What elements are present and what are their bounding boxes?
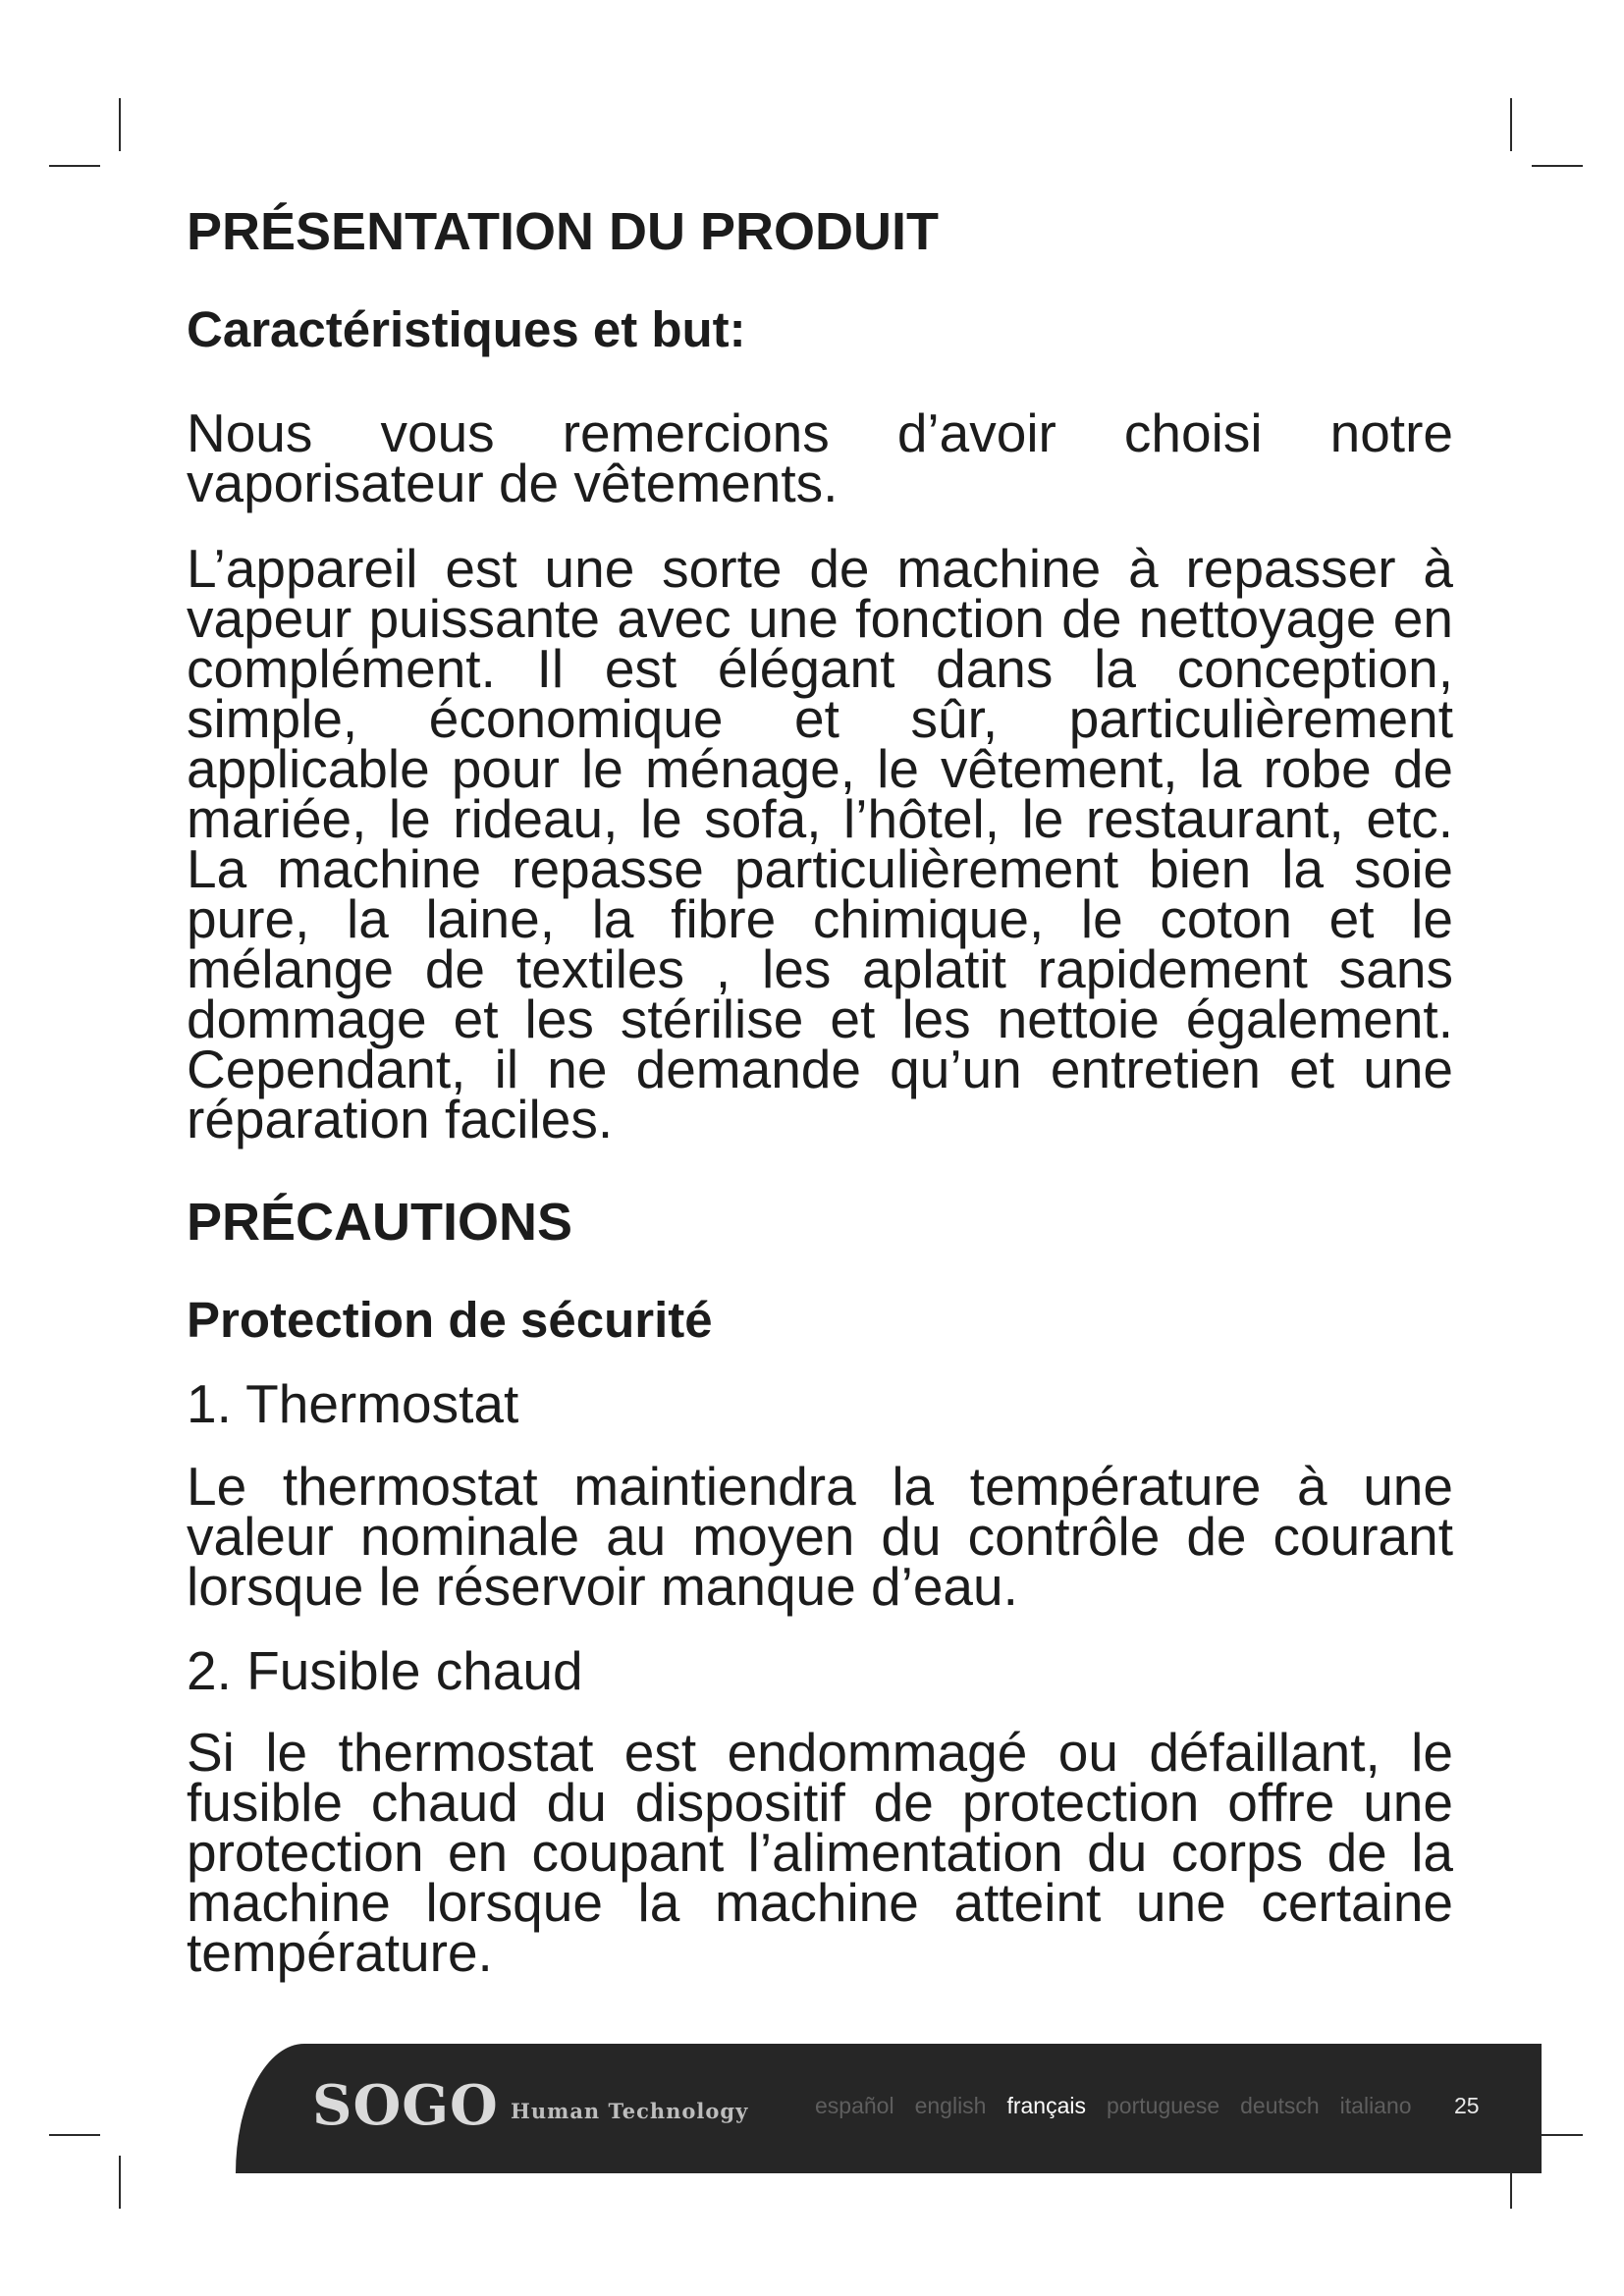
crop-mark	[1510, 98, 1512, 151]
footer-bar	[236, 2044, 1542, 2173]
crop-mark	[119, 98, 121, 151]
item-1-title: 1. Thermostat	[187, 1373, 519, 1435]
precautions-title: PRÉCAUTIONS	[187, 1192, 573, 1252]
intro-paragraph: Nous vous remercions d’avoir choisi notre vaporisateur de vêtements.	[187, 401, 1453, 513]
safety-heading: Protection de sécurité	[187, 1291, 713, 1348]
page-number: 25	[1454, 2093, 1480, 2118]
features-heading: Caractéristiques et but:	[187, 301, 746, 358]
item-2-title: 2. Fusible chaud	[187, 1639, 583, 1701]
language-list	[815, 2093, 1412, 2119]
page-title: PRÉSENTATION DU PRODUIT	[187, 202, 940, 261]
crop-mark	[49, 165, 100, 167]
crop-mark	[119, 2156, 121, 2209]
description-paragraph: L’appareil est une sorte de machine à repasser à vapeur puissante avec une fonction de nettoyage en complément. Il est élégant dans la conception, simple, économique et sûr, particulièrement applicable pour le ménage, le vêtement, la robe de mariée, le rideau, le sofa, l’hôtel, le restaurant, etc. La machine repasse particulièrement bien la soie pure, la laine, la fibre chimique, le coton et le mélange de textiles , les aplatit rapidement sans dommage et les stérilise et les nettoie également. Cependant, il ne demande qu’un entretien et une réparation faciles.	[187, 537, 1453, 1149]
language-item: deutsch	[1240, 2093, 1320, 2118]
language-item: español	[815, 2093, 894, 2118]
language-item: italiano	[1339, 2093, 1412, 2118]
page-content	[187, 201, 1453, 1984]
brand-tagline: Human Technology	[511, 2099, 749, 2123]
language-item: portuguese	[1107, 2093, 1220, 2118]
crop-mark	[49, 2134, 100, 2136]
brand-logo: SOGO	[312, 2073, 499, 2138]
crop-mark	[1532, 165, 1583, 167]
item-2-text: Si le thermostat est endommagé ou défaillant, le fusible chaud du dispositif de protection offre une protection en coupant l’alimentation du corps de la machine lorsque la machine atteint une certaine température.	[187, 1722, 1453, 1984]
language-item-active: français	[1006, 2093, 1087, 2118]
item-1-text: Le thermostat maintiendra la température à une valeur nominale au moyen du contrôle de courant lorsque le réservoir manque d’eau.	[187, 1455, 1453, 1617]
language-item: english	[914, 2093, 987, 2118]
